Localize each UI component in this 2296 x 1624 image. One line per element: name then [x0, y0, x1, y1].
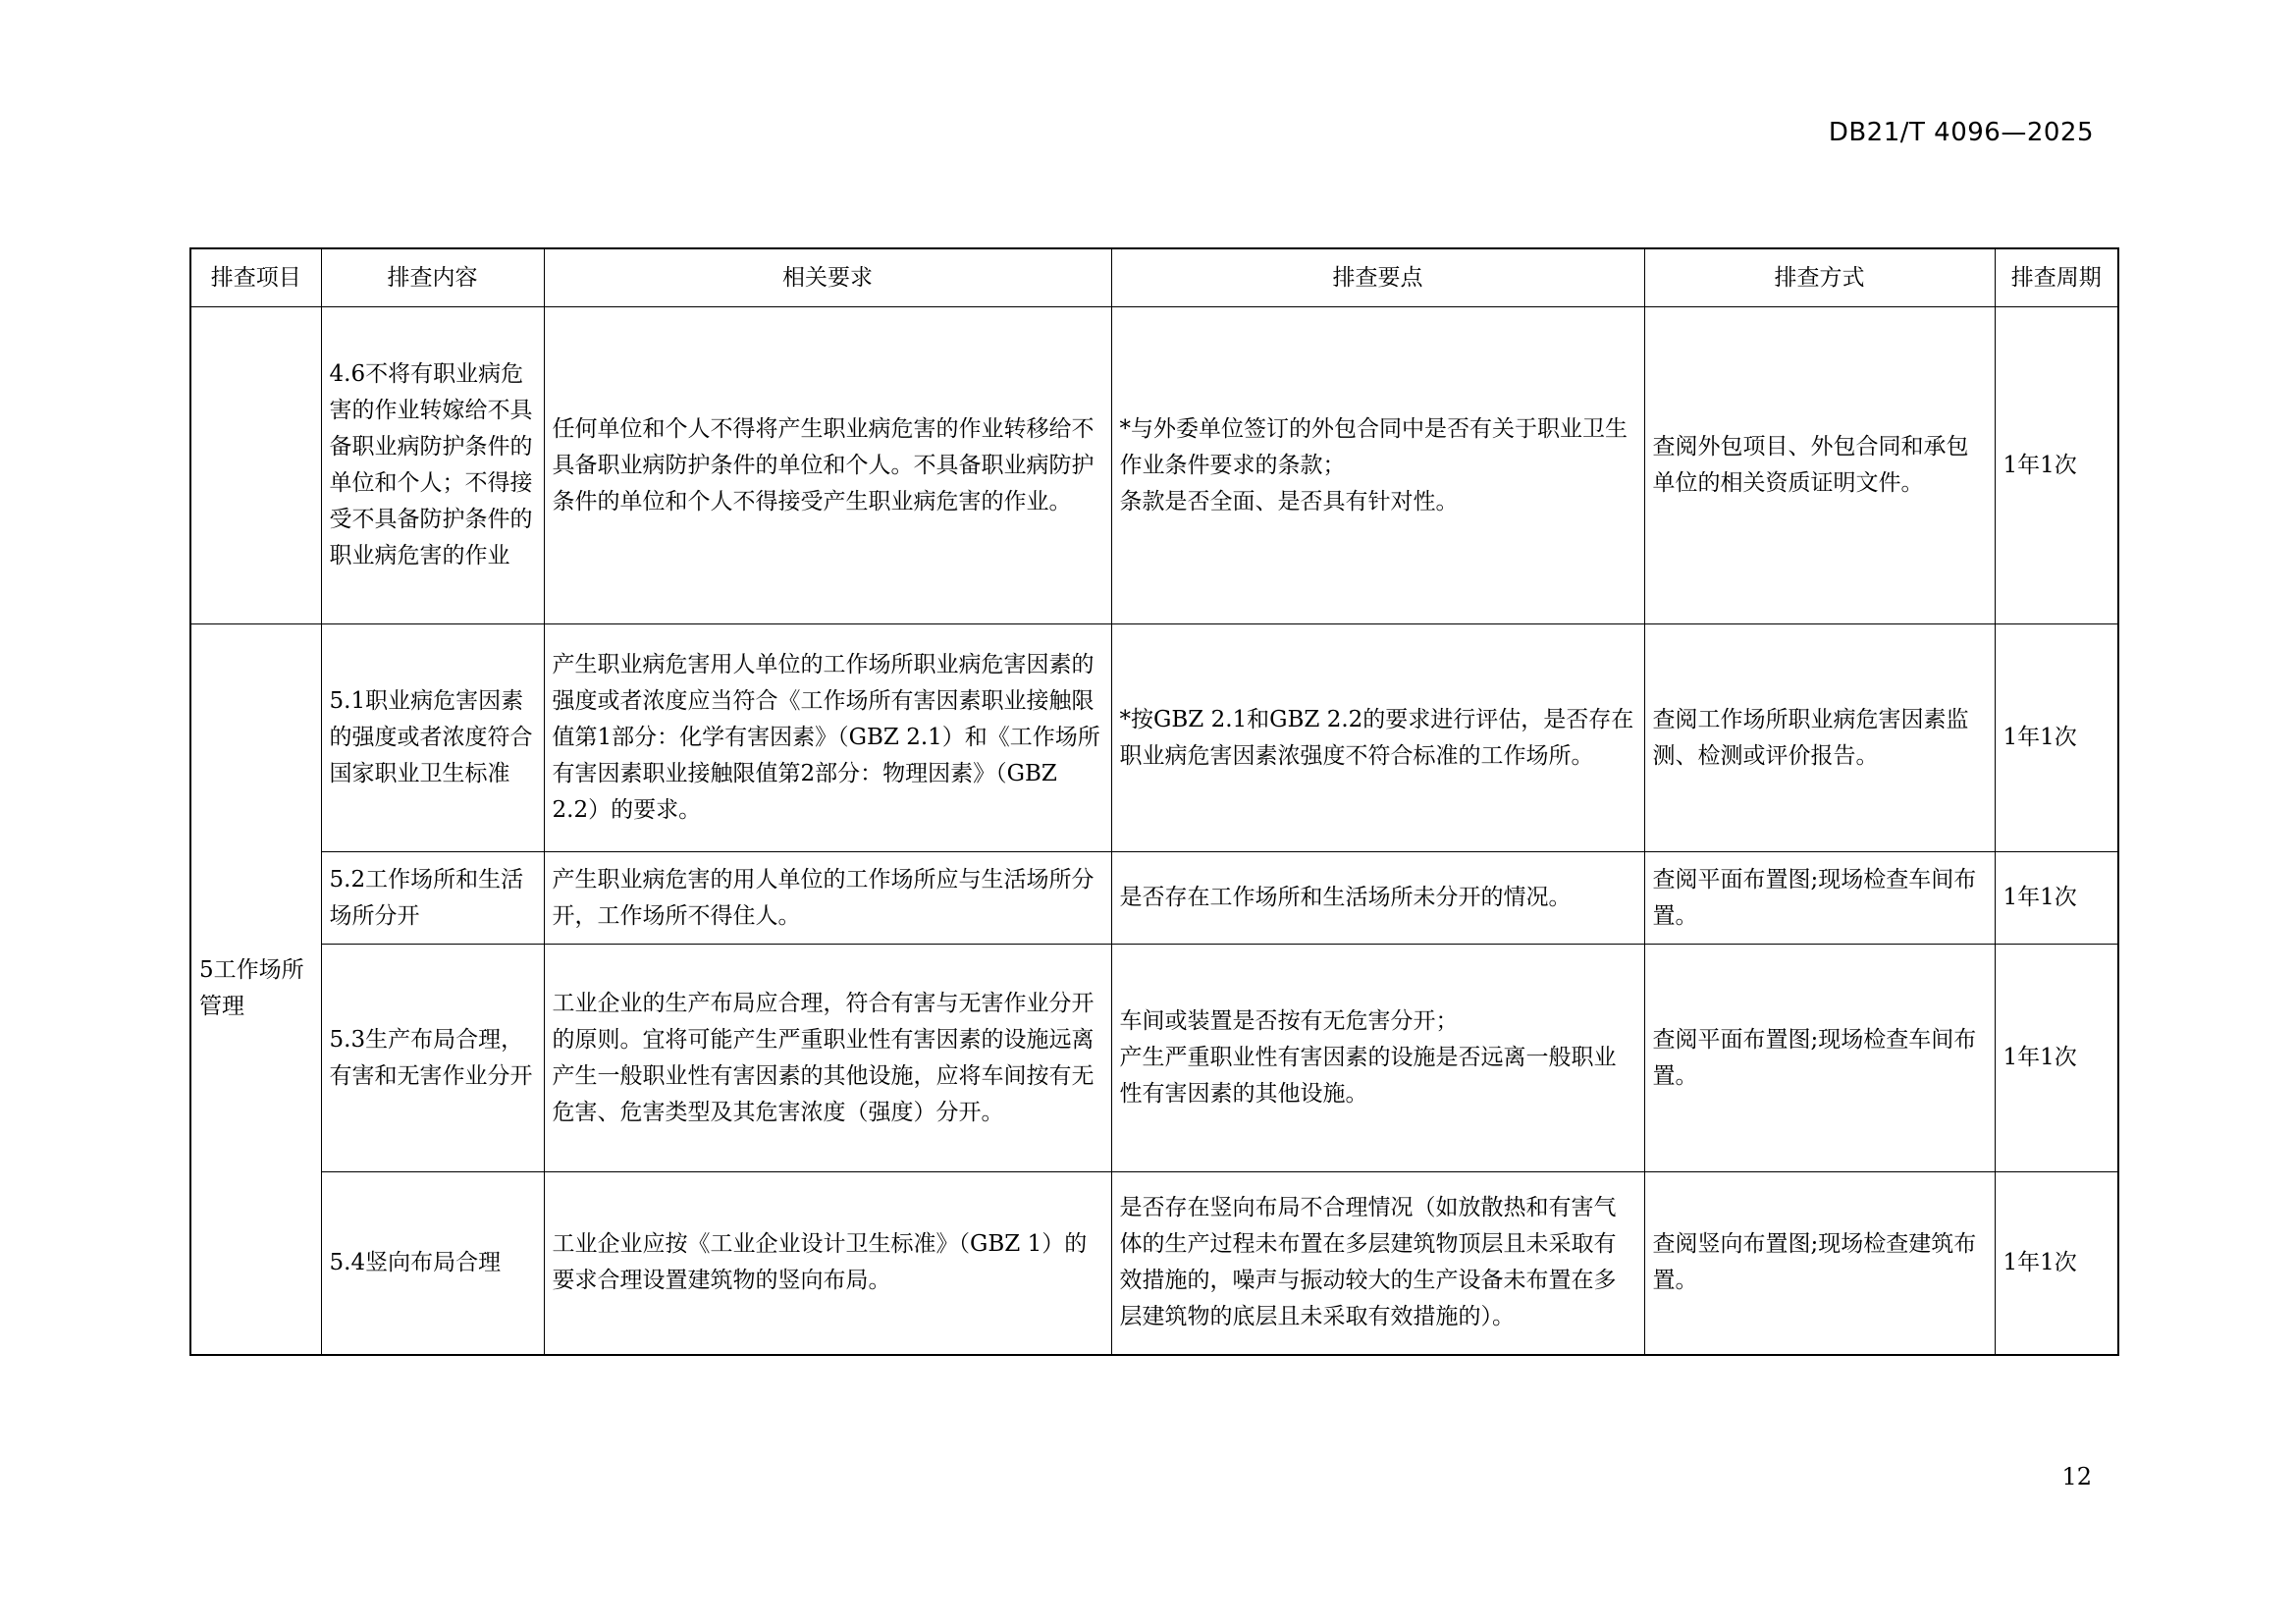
cycle-cell: 1年1次 [1995, 307, 2118, 624]
requirement-cell: 工业企业的生产布局应合理，符合有害与无害作业分开的原则。宜将可能产生严重职业性有害因素的设施远离产生一般职业性有害因素的其他设施，应将车间按有无危害、危害类型及其危害浓度（强度）分开。 [544, 945, 1111, 1172]
key-points-cell [1111, 945, 1644, 1172]
header-key-points: 排查要点 [1111, 248, 1644, 307]
header-item: 排查项目 [190, 248, 321, 307]
content-cell: 5.4竖向布局合理 [321, 1172, 544, 1355]
method-cell: 查阅外包项目、外包合同和承包单位的相关资质证明文件。 [1644, 307, 1995, 624]
key-point-line: 产生严重职业性有害因素的设施是否远离一般职业性有害因素的其他设施。 [1119, 1045, 1617, 1107]
cycle-cell: 1年1次 [1995, 624, 2118, 852]
requirement-cell: 产生职业病危害用人单位的工作场所职业病危害因素的强度或者浓度应当符合《工作场所有害因素职业接触限值第1部分：化学有害因素》（GBZ 2.1）和《工作场所有害因素职业接触限值第2部分：物理因素》（GBZ 2.2）的要求。 [544, 624, 1111, 852]
content-cell: 5.3生产布局合理，有害和无害作业分开 [321, 945, 544, 1172]
header-method: 排查方式 [1644, 248, 1995, 307]
key-point-line: 是否存在竖向布局不合理情况（如放散热和有害气体的生产过程未布置在多层建筑物顶层且未采取有效措施的，噪声与振动较大的生产设备未布置在多层建筑物的底层且未采取有效措施的）。 [1119, 1195, 1617, 1330]
item-cell-empty [190, 307, 321, 624]
table-row [190, 307, 2118, 624]
method-cell: 查阅工作场所职业病危害因素监测、检测或评价报告。 [1644, 624, 1995, 852]
header-cycle: 排查周期 [1995, 248, 2118, 307]
document-id: DB21/T 4096—2025 [1828, 118, 2094, 147]
requirement-cell: 任何单位和个人不得将产生职业病危害的作业转移给不具备职业病防护条件的单位和个人。不具备职业病防护条件的单位和个人不得接受产生职业病危害的作业。 [544, 307, 1111, 624]
item-cell-group-5: 5工作场所管理 [190, 624, 321, 1355]
method-cell: 查阅平面布置图;现场检查车间布置。 [1644, 852, 1995, 945]
key-points-cell [1111, 307, 1644, 624]
key-point-line: 是否存在工作场所和生活场所未分开的情况。 [1119, 885, 1572, 910]
method-cell: 查阅竖向布置图;现场检查建筑布置。 [1644, 1172, 1995, 1355]
key-point-line: 条款是否全面、是否具有针对性。 [1119, 488, 1459, 514]
key-points-cell [1111, 1172, 1644, 1355]
method-cell: 查阅平面布置图;现场检查车间布置。 [1644, 945, 1995, 1172]
cycle-cell: 1年1次 [1995, 852, 2118, 945]
requirement-cell: 工业企业应按《工业企业设计卫生标准》（GBZ 1）的要求合理设置建筑物的竖向布局。 [544, 1172, 1111, 1355]
table-header-row [190, 248, 2118, 307]
cycle-cell: 1年1次 [1995, 945, 2118, 1172]
table-row [190, 852, 2118, 945]
table-row [190, 1172, 2118, 1355]
content-cell: 5.1职业病危害因素的强度或者浓度符合国家职业卫生标准 [321, 624, 544, 852]
cycle-cell: 1年1次 [1995, 1172, 2118, 1355]
header-content: 排查内容 [321, 248, 544, 307]
content-cell: 5.2工作场所和生活场所分开 [321, 852, 544, 945]
content-cell: 4.6不将有职业病危害的作业转嫁给不具备职业病防护条件的单位和个人；不得接受不具备防护条件的职业病危害的作业 [321, 307, 544, 624]
table-row [190, 624, 2118, 852]
inspection-table [189, 247, 2119, 1356]
key-points-cell [1111, 852, 1644, 945]
key-point-line: 车间或装置是否按有无危害分开； [1119, 1008, 1459, 1034]
page-number: 12 [2061, 1463, 2092, 1490]
key-point-line: *按GBZ 2.1和GBZ 2.2的要求进行评估，是否存在职业病危害因素浓强度不符合标准的工作场所。 [1119, 706, 1634, 769]
table-row [190, 945, 2118, 1172]
key-points-cell [1111, 624, 1644, 852]
header-requirement: 相关要求 [544, 248, 1111, 307]
requirement-cell: 产生职业病危害的用人单位的工作场所应与生活场所分开，工作场所不得住人。 [544, 852, 1111, 945]
key-point-line: *与外委单位签订的外包合同中是否有关于职业卫生作业条件要求的条款； [1119, 415, 1628, 478]
